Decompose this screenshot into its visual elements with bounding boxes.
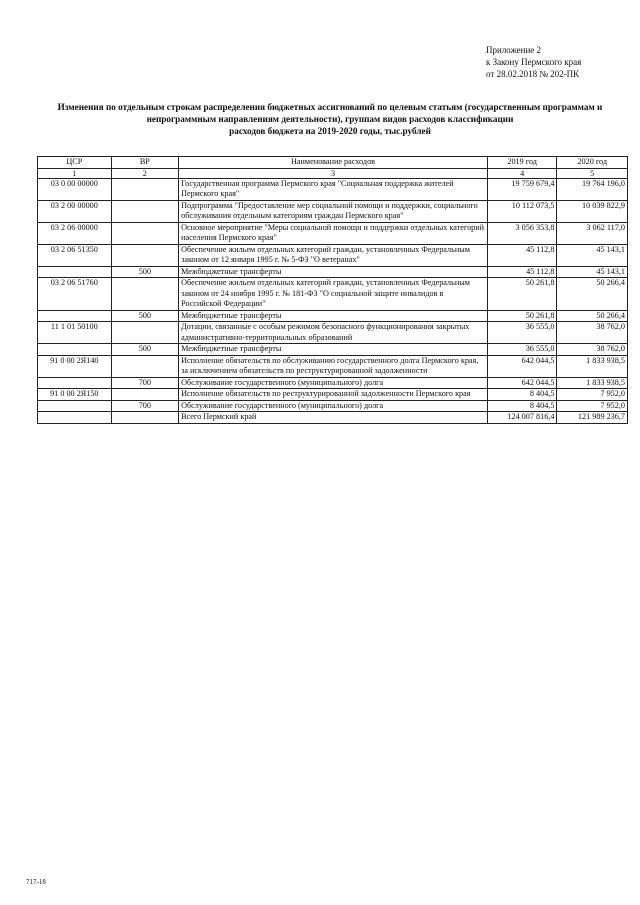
amount-2019-cell: 124 007 816,4: [487, 412, 557, 424]
amount-2020-cell: 7 952,0: [557, 400, 628, 412]
amount-2019-cell: 50 261,8: [487, 278, 557, 311]
appendix-line-3: от 28.02.2018 № 202-ПК: [486, 69, 580, 79]
expense-name-cell: Межбюджетные трансферты: [179, 344, 488, 356]
amount-2019-cell: 642 044,5: [487, 377, 557, 389]
appendix-line-1: Приложение 2: [486, 45, 542, 55]
amount-2020-cell: 50 266,4: [557, 278, 628, 311]
vr-cell: [111, 222, 178, 244]
table-row: [38, 310, 628, 322]
header-2020: 2020 год: [557, 157, 628, 169]
column-index-row: [38, 168, 628, 178]
amount-2020-cell: 50 266,4: [557, 310, 628, 322]
csr-cell: [38, 266, 112, 278]
expense-name-cell: Межбюджетные трансферты: [179, 310, 488, 322]
amount-2019-cell: 642 044,5: [487, 355, 557, 377]
document-title: [30, 101, 630, 137]
expense-name-cell: Подпрограмма "Предоставление мер социальной помощи и поддержки, социального обслуживания отдельным категориям граждан Пермского края": [179, 200, 488, 222]
amount-2020-cell: 121 989 236,7: [557, 412, 628, 424]
amount-2019-cell: 8 404,5: [487, 389, 557, 401]
table-row: [38, 412, 628, 424]
vr-cell: [111, 355, 178, 377]
expense-name-cell: Основное мероприятие "Меры социальной помощи и поддержки отдельных категорий населения Пермского края": [179, 222, 488, 244]
header-csr: ЦСР: [38, 157, 112, 169]
amount-2019-cell: 50 261,8: [487, 310, 557, 322]
table-row: [38, 278, 628, 311]
amount-2019-cell: 36 555,0: [487, 322, 557, 344]
table-row: [38, 200, 628, 222]
expense-name-cell: Обслуживание государственного (муниципального) долга: [179, 400, 488, 412]
vr-cell: 700: [111, 377, 178, 389]
amount-2019-cell: 10 112 073,5: [487, 200, 557, 222]
csr-cell: 03 0 00 00000: [38, 178, 112, 200]
amount-2020-cell: 38 762,0: [557, 344, 628, 356]
expense-name-cell: Исполнение обязательств по реструктурированной задолженности Пермского края: [179, 389, 488, 401]
vr-cell: [111, 278, 178, 311]
csr-cell: 03 2 06 51350: [38, 244, 112, 266]
header-name: Наименование расходов: [179, 157, 488, 169]
csr-cell: 11 1 01 50100: [38, 322, 112, 344]
csr-cell: 91 0 00 2Я150: [38, 389, 112, 401]
table-row: [38, 400, 628, 412]
header-vr: ВР: [111, 157, 178, 169]
amount-2019-cell: 3 056 353,8: [487, 222, 557, 244]
table-row: [38, 266, 628, 278]
csr-cell: [38, 400, 112, 412]
title-line-1: Изменения по отдельным строкам распределения бюджетных ассигнований по целевым статьям (государственным программам и: [57, 102, 603, 112]
appendix-line-2: к Закону Пермского края: [486, 57, 582, 67]
expense-name-cell: Всего Пермский край: [179, 412, 488, 424]
table-row: [38, 355, 628, 377]
expense-name-cell: Обслуживание государственного (муниципального) долга: [179, 377, 488, 389]
amount-2020-cell: 7 952,0: [557, 389, 628, 401]
vr-cell: [111, 178, 178, 200]
table-row: [38, 389, 628, 401]
budget-table: [37, 156, 628, 424]
vr-cell: [111, 389, 178, 401]
header-row: [38, 157, 628, 169]
csr-cell: [38, 344, 112, 356]
csr-cell: 03 2 00 00000: [38, 200, 112, 222]
index-4: 4: [487, 168, 557, 178]
amount-2020-cell: 45 143,1: [557, 244, 628, 266]
title-line-3: расходов бюджета на 2019-2020 годы, тыс.рублей: [229, 126, 431, 136]
amount-2019-cell: 36 555,0: [487, 344, 557, 356]
amount-2020-cell: 45 143,1: [557, 266, 628, 278]
index-2: 2: [111, 168, 178, 178]
index-3: 3: [179, 168, 488, 178]
expense-name-cell: Межбюджетные трансферты: [179, 266, 488, 278]
csr-cell: [38, 377, 112, 389]
expense-name-cell: Дотации, связанные с особым режимом безопасного функционирования закрытых административно-территориальных образований: [179, 322, 488, 344]
index-5: 5: [557, 168, 628, 178]
vr-cell: 500: [111, 266, 178, 278]
appendix-block: [486, 44, 636, 80]
csr-cell: [38, 310, 112, 322]
index-1: 1: [38, 168, 112, 178]
amount-2019-cell: 45 112,8: [487, 244, 557, 266]
amount-2020-cell: 19 764 196,0: [557, 178, 628, 200]
table-row: [38, 244, 628, 266]
amount-2019-cell: 8 404,5: [487, 400, 557, 412]
amount-2019-cell: 19 759 679,4: [487, 178, 557, 200]
expense-name-cell: Государственная программа Пермского края "Социальная поддержка жителей Пермского края": [179, 178, 488, 200]
csr-cell: 03 2 06 00000: [38, 222, 112, 244]
expense-name-cell: Обеспечение жильем отдельных категорий граждан, установленных Федеральным законом от 12 января 1995 г. № 5-ФЗ "О ветеранах": [179, 244, 488, 266]
vr-cell: [111, 412, 178, 424]
table-row: [38, 322, 628, 344]
document-code: 717-18: [26, 878, 46, 886]
amount-2020-cell: 38 762,0: [557, 322, 628, 344]
csr-cell: [38, 412, 112, 424]
header-2019: 2019 год: [487, 157, 557, 169]
table-row: [38, 222, 628, 244]
title-line-2: непрограммным направлениям деятельности), группам видов расходов классификации: [146, 114, 514, 124]
vr-cell: 700: [111, 400, 178, 412]
amount-2020-cell: 1 833 938,5: [557, 355, 628, 377]
csr-cell: 03 2 06 51760: [38, 278, 112, 311]
amount-2019-cell: 45 112,8: [487, 266, 557, 278]
vr-cell: 500: [111, 310, 178, 322]
table-body: [38, 178, 628, 423]
vr-cell: [111, 200, 178, 222]
expense-name-cell: Исполнение обязательств по обслуживанию государственного долга Пермского края, за исключением обязательств по реструктурированной задолженности: [179, 355, 488, 377]
amount-2020-cell: 1 833 938,5: [557, 377, 628, 389]
amount-2020-cell: 3 062 117,0: [557, 222, 628, 244]
table-row: [38, 344, 628, 356]
amount-2020-cell: 10 039 822,9: [557, 200, 628, 222]
vr-cell: [111, 322, 178, 344]
vr-cell: 500: [111, 344, 178, 356]
expense-name-cell: Обеспечение жильем отдельных категорий граждан, установленных Федеральным законом от 24 ноября 1995 г. № 181-ФЗ "О социальной защите инвалидов в Российской Федерации": [179, 278, 488, 311]
csr-cell: 91 0 00 2Я140: [38, 355, 112, 377]
vr-cell: [111, 244, 178, 266]
table-row: [38, 377, 628, 389]
table-row: [38, 178, 628, 200]
